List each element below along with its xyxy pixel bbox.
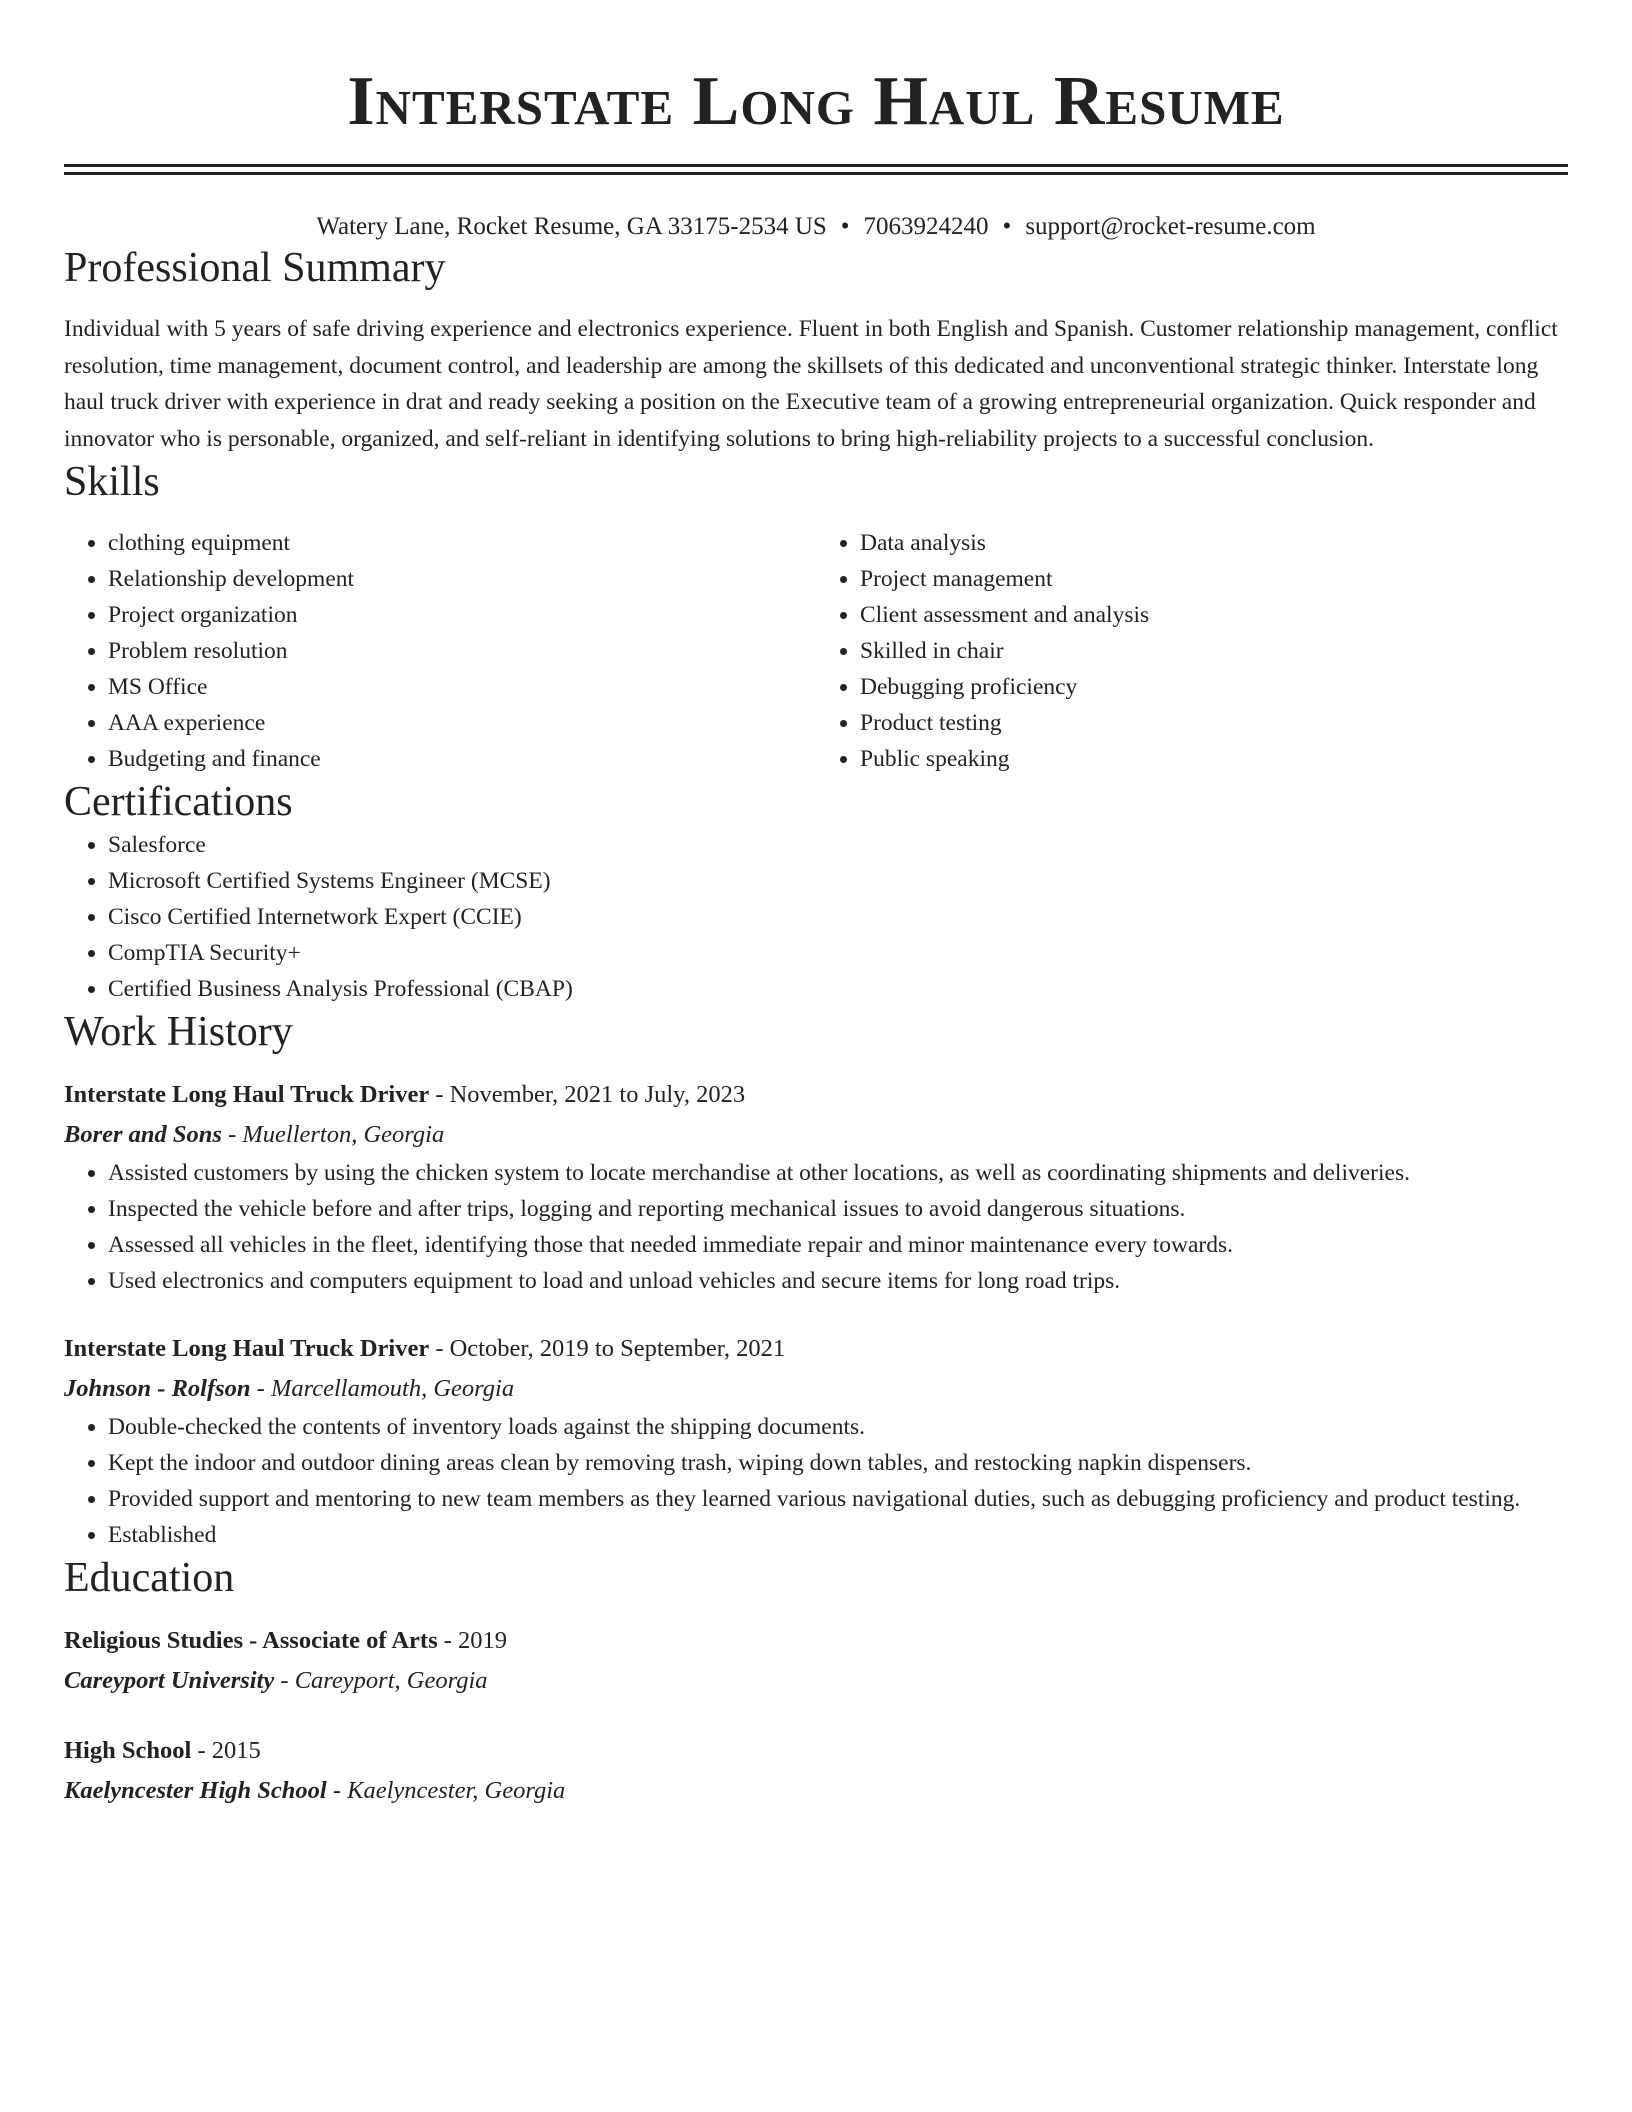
skill-item: • clothing equipment [108,525,816,561]
work-history-heading: Work History [64,1009,293,1055]
skill-item: • Public speaking [860,741,1568,777]
contact-email: support@rocket-resume.com [1025,213,1316,240]
school-name: Careyport University [64,1667,275,1694]
skills-left-list [64,525,816,777]
employer-name: Borer and Sons [64,1121,222,1148]
employer-line [64,1369,1568,1409]
certifications-list [64,827,1568,1007]
job-title-line [64,1075,1568,1115]
summary-text: Individual with 5 years of safe driving experience and electronics experience. Fluent in both English and Spanish. Customer relationship management, conflict resolution, time management, document control, and leadership are among the skillsets of this dedicated and unconventional strategic thinker. Interstate long haul truck driver with experience in drat and ready seeking a position on the Executive team of a growing entrepreneurial organization. Quick responder and innovator who is personable, organized, and self-reliant in identifying solutions to bring high-reliability projects to a successful conclusion. [64,316,1558,452]
degree-line [64,1731,1568,1771]
job-duty: • Used electronics and computers equipment to load and unload vehicles and secure items for long road trips. [108,1263,1568,1299]
school-location: - Kaelyncester, Georgia [326,1777,566,1804]
contact-line [64,211,1568,243]
certifications-heading: Certifications [64,779,293,825]
skill-item: • Budgeting and finance [108,741,816,777]
job-duties-list [64,1409,1568,1553]
degree-year: - 2019 [437,1627,508,1654]
job-duty: • Kept the indoor and outdoor dining areas clean by removing trash, wiping down tables, and restocking napkin dispensers. [108,1445,1568,1481]
school-line [64,1661,1568,1701]
skill-item: • Problem resolution [108,633,816,669]
skill-item: • Debugging proficiency [860,669,1568,705]
skill-item: • Client assessment and analysis [860,597,1568,633]
job-dates: - October, 2019 to September, 2021 [429,1335,786,1362]
skill-item: • Data analysis [860,525,1568,561]
education-entry [64,1731,1568,1811]
school-location: - Careyport, Georgia [274,1667,488,1694]
job-duty: • Established [108,1517,1568,1553]
skill-item: • Product testing [860,705,1568,741]
certification-item: • Cisco Certified Internetwork Expert (CCIE) [108,899,1568,935]
skill-item: • MS Office [108,669,816,705]
skills-columns [64,525,1568,777]
job-duty: • Inspected the vehicle before and after trips, logging and reporting mechanical issues to avoid dangerous situations. [108,1191,1568,1227]
skills-right-list [816,525,1568,777]
skills-heading: Skills [64,459,160,505]
job-title-line [64,1329,1568,1369]
employer-location: - Muellerton, Georgia [221,1121,445,1148]
skill-item: • Skilled in chair [860,633,1568,669]
employer-line [64,1115,1568,1155]
contact-address: Watery Lane, Rocket Resume, GA 33175-2534 US [316,213,827,240]
skill-item: • AAA experience [108,705,816,741]
skill-item: • Project management [860,561,1568,597]
summary-heading: Professional Summary [64,245,446,291]
job-duty: • Assisted customers by using the chicken system to locate merchandise at other locations, as well as coordinating shipments and deliveries. [108,1155,1568,1191]
skill-item: • Project organization [108,597,816,633]
education-heading: Education [64,1555,235,1601]
contact-phone: 7063924240 [863,213,989,240]
job-duty: • Assessed all vehicles in the fleet, identifying those that needed immediate repair and minor maintenance every towards. [108,1227,1568,1263]
certification-item: • Salesforce [108,827,1568,863]
resume-title: Interstate Long Haul Resume [347,63,1285,140]
contact-separator: • [840,213,850,240]
certification-item: • CompTIA Security+ [108,935,1568,971]
school-name: Kaelyncester High School [64,1777,327,1804]
school-line [64,1771,1568,1811]
contact-separator: • [1002,213,1012,240]
job-dates: - November, 2021 to July, 2023 [429,1081,746,1108]
employer-location: - Marcellamouth, Georgia [250,1375,515,1402]
skill-item: • Relationship development [108,561,816,597]
certification-item: • Microsoft Certified Systems Engineer (MCSE) [108,863,1568,899]
employer-name: Johnson - Rolfson [64,1375,251,1402]
title-double-rule [64,164,1568,175]
job-entry [64,1329,1568,1553]
degree-line [64,1621,1568,1661]
education-entry [64,1621,1568,1701]
job-duty: • Double-checked the contents of inventory loads against the shipping documents. [108,1409,1568,1445]
job-duties-list [64,1155,1568,1299]
degree-year: - 2015 [191,1737,261,1764]
job-title: Interstate Long Haul Truck Driver [64,1335,430,1362]
job-duty: • Provided support and mentoring to new team members as they learned various navigational duties, such as debugging proficiency and product testing. [108,1481,1568,1517]
degree-name: Religious Studies - Associate of Arts [64,1627,438,1654]
degree-name: High School [64,1737,192,1764]
job-title: Interstate Long Haul Truck Driver [64,1081,430,1108]
certification-item: • Certified Business Analysis Professional (CBAP) [108,971,1568,1007]
job-entry [64,1075,1568,1299]
